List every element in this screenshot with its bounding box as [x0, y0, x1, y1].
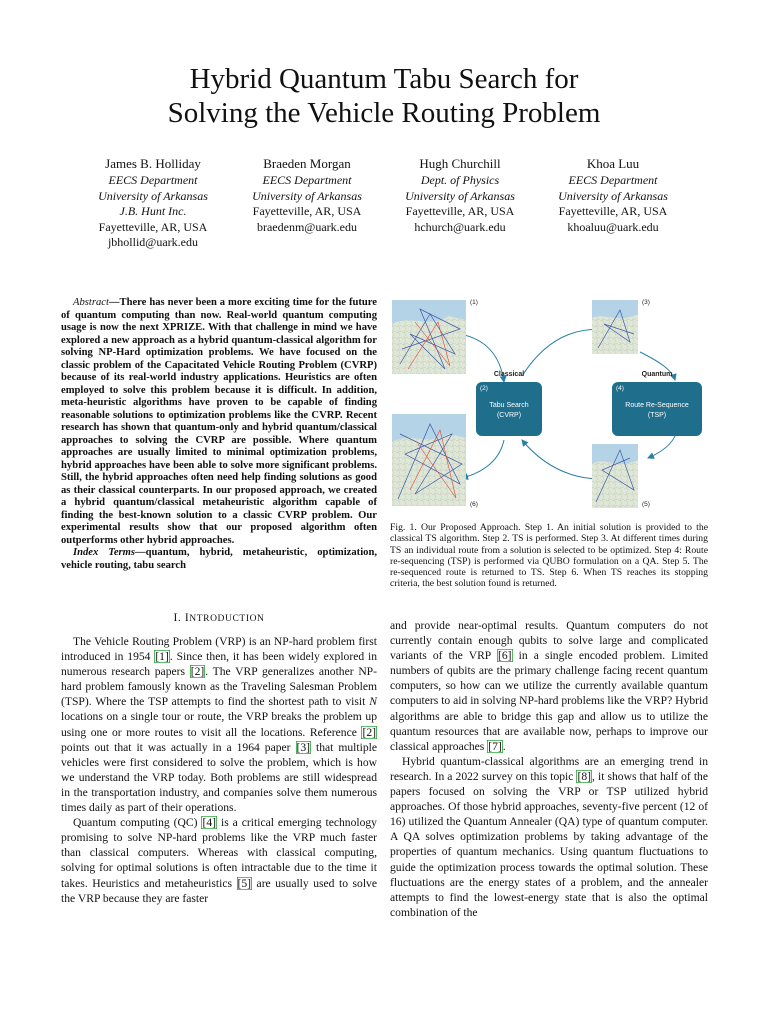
citation-link[interactable]: [8]: [577, 769, 592, 783]
author-block: [0, 156, 768, 256]
body-text: .: [502, 739, 506, 753]
map-label-3: (3): [642, 299, 650, 306]
abstract-text: There has never been a more exciting time for the future of quantum computing than now. Real-world quantum computing usage is now the next XPRIZE. With that challenge in mind we have explored a new approach as a hybrid quantum-classical algorithm for solving NP-Hard optimization problems. We have focused on the classic problem of the Capacitated Vehicle Routing Problem (CVRP) because of its real-world industry applications. Heuristics are often employed to solve this problem because it is difficult. In addition, meta-heuristic algorithms have proven to be capable of finding reasonable solutions to optimization problems like the CVRP. Recent research has shown that quantum-only and hybrid quantum/classical approaches to solving the CVRP are possible. Where quantum approaches are usually limited to minimal optimization problems, hybrid approaches have been able to solve more significant problems. Still, the hybrid approaches often need help finding solutions as good as their classical counterparts. In our proposed approach, we created a hybrid quantum/classical metaheuristic algorithm capable of finding the best-known solution to a classic CVRP problem. Our experimental results show that our proposed algorithm often outperforms other hybrid approaches.: [61, 297, 377, 546]
box-2-number: (2): [480, 385, 488, 392]
abstract-dash: —: [108, 297, 120, 308]
arrow-4-to-5: [648, 434, 676, 458]
body-text: points out that it was actually in a 1964 paper: [61, 740, 296, 754]
body-text: locations on a single tour or route, the VRP breaks the problem up using one or more routes to visit all the locations. Reference: [61, 710, 377, 739]
section-title-rest: NTRODUCTION: [189, 614, 265, 624]
paper-title: [0, 62, 768, 130]
author-location: Fayetteville, AR, USA: [98, 219, 208, 234]
author-affiliation: Dept. of Physics: [420, 173, 500, 187]
map-label-6: (6): [470, 501, 478, 508]
author-name: Hugh Churchill: [419, 156, 501, 171]
figure-1: [390, 294, 708, 514]
citation-link[interactable]: [4]: [202, 816, 216, 830]
body-paragraph: [61, 815, 377, 906]
box-2-line-2: (CVRP): [496, 412, 522, 419]
author-affiliation: EECS Department: [108, 173, 198, 187]
body-paragraph: [61, 634, 377, 815]
body-left-column: [61, 634, 377, 906]
citation-link[interactable]: [2]: [190, 665, 205, 679]
abstract-label: Abstract: [73, 297, 109, 308]
index-terms-label: Index Terms: [73, 547, 136, 558]
box-4-line-2: (TSP): [647, 412, 667, 419]
section-heading: [61, 612, 377, 624]
author-affiliation: University of Arkansas: [405, 188, 515, 203]
section-title-initial: I: [184, 612, 190, 624]
author-email: jbhollid@uark.edu: [107, 235, 199, 249]
author-affiliation: University of Arkansas: [558, 188, 668, 203]
box-4-line-1: Route Re-Sequence: [625, 402, 689, 409]
author-affiliation: University of Arkansas: [98, 188, 208, 203]
author-affiliation: EECS Department: [262, 173, 352, 187]
citation-link[interactable]: [1]: [155, 650, 169, 664]
body-text: and provide near-optimal results. Quantum computers do not currently contain enough qubits to solve large and complicated variants of the VRP: [390, 619, 708, 663]
body-text: The Vehicle Routing Problem (VRP) is an NP-hard problem first introduced in 1954: [61, 635, 377, 664]
author-email: hchurch@uark.edu: [414, 219, 506, 234]
author-name: Braeden Morgan: [263, 156, 351, 171]
body-text: Hybrid quantum-classical algorithms are an emerging trend in research. In a 2022 survey on this topic: [390, 754, 708, 783]
index-terms: [61, 547, 377, 572]
body-text: . Since then, it has been widely explored in numerous research papers: [61, 650, 377, 679]
author-3: [380, 156, 540, 235]
author-email: khoaluu@uark.edu: [567, 219, 659, 234]
author-affiliation: EECS Department: [568, 173, 658, 187]
route-map-6: [392, 414, 466, 506]
body-text: Quantum computing (QC): [73, 816, 202, 830]
quantum-label: Quantum: [641, 371, 673, 378]
title-line-2: Solving the Vehicle Routing Problem: [167, 97, 601, 129]
route-map-3: [592, 300, 638, 354]
math-variable: N: [369, 695, 377, 709]
author-affiliation: J.B. Hunt Inc.: [119, 204, 187, 218]
author-email: braedenm@uark.edu: [256, 219, 357, 234]
body-paragraph: [390, 618, 708, 754]
box-2-line-1: Tabu Search: [489, 402, 529, 409]
figure-caption: Fig. 1. Our Proposed Approach. Step 1. An initial solution is provided to the classical TS algorithm. Step 2. TS is performed. Step 3. At different times during TS an individual route from a solution is selected to be optimized. Step 4: Route re-sequencing (TSP) is performed via QUBO formulation on a QA. Step 5. The re-sequenced route is returned to TS. Step 6. When TS reaches its stopping criteria, the best solution found is returned.: [390, 522, 708, 590]
route-map-1: [392, 300, 466, 374]
abstract: [61, 297, 377, 572]
abstract-paragraph: [61, 297, 377, 547]
citation-link[interactable]: [7]: [488, 739, 502, 753]
author-2: [227, 156, 387, 235]
author-4: [533, 156, 693, 235]
author-location: Fayetteville, AR, USA: [405, 204, 515, 218]
route-resequence-box: [612, 382, 702, 436]
citation-link[interactable]: [5]: [237, 876, 252, 890]
section-number: I.: [173, 612, 185, 624]
author-name: Khoa Luu: [586, 156, 640, 171]
body-paragraph: [390, 754, 708, 920]
body-right-column: [390, 618, 708, 920]
author-name: James B. Holliday: [105, 156, 201, 171]
author-affiliation: University of Arkansas: [252, 188, 362, 203]
body-text: is a critical emerging technology promising to solve NP-hard problems like the VRP much faster than classical computers. Whereas with classical computing, solving for optimal solutions is often intractable due to the time it takes. Heuristics and metaheuristics: [61, 816, 377, 890]
body-text: that multiple vehicles were first considered to solve the problem, which is how we understand the VRP today. Both problems are still widespread in the transportation industry, and companies solve them numerous times daily as part of their operations.: [61, 740, 377, 815]
classical-label: Classical: [493, 371, 525, 378]
citation-link[interactable]: [2]: [362, 725, 376, 739]
author-location: Fayetteville, AR, USA: [558, 204, 668, 218]
arrow-2-to-6: [462, 440, 504, 478]
route-map-5: [592, 444, 638, 508]
body-text: , it shows that half of the papers focused on solving the VRP or TSP utilized hybrid approaches. Of those hybrid approaches, seventy-five percent (12 of 16) utilized the Quantum Annealer (QA) type of quantum computer. A QA solves optimization problems by taking advantage of the properties of quantum mechanics. Using quantum fluctuations to guide the optimization process towards the optimal solution. These fluctuations are the energy states of a problem, and the annealer attempts to find the lowest-energy state that is also the optimal combination of the: [390, 769, 708, 919]
figure-diagram: [390, 294, 708, 514]
body-text: in a single encoded problem. Limited numbers of qubits are the primary challenge facing recent quantum computers, so how can we utilize the currently available quantum computers to aid in solving NP-hard problems like the VRP? Hybrid algorithms are able to bridge this gap and allow us to utilize the quantum resources that are available now, perhaps to improve our classical approaches: [390, 649, 709, 753]
body-text: . The VRP generalizes another NP-hard problem famously known as the Traveling Salesman Problem (TSP). Where the TSP attempts to find the shortest path to visit: [61, 665, 377, 709]
citation-link[interactable]: [3]: [296, 740, 311, 754]
author-1: [73, 156, 233, 251]
map-label-1: (1): [470, 299, 478, 306]
map-label-5: (5): [642, 501, 650, 508]
author-location: Fayetteville, AR, USA: [252, 204, 362, 218]
citation-link[interactable]: [6]: [497, 649, 512, 663]
body-text: are usually used to solve the VRP because they are faster: [61, 876, 377, 905]
box-4-number: (4): [616, 385, 624, 392]
index-terms-text: —quantum, hybrid, metaheuristic, optimization, vehicle routing, tabu search: [61, 547, 377, 571]
title-line-1: Hybrid Quantum Tabu Search for: [189, 63, 579, 95]
